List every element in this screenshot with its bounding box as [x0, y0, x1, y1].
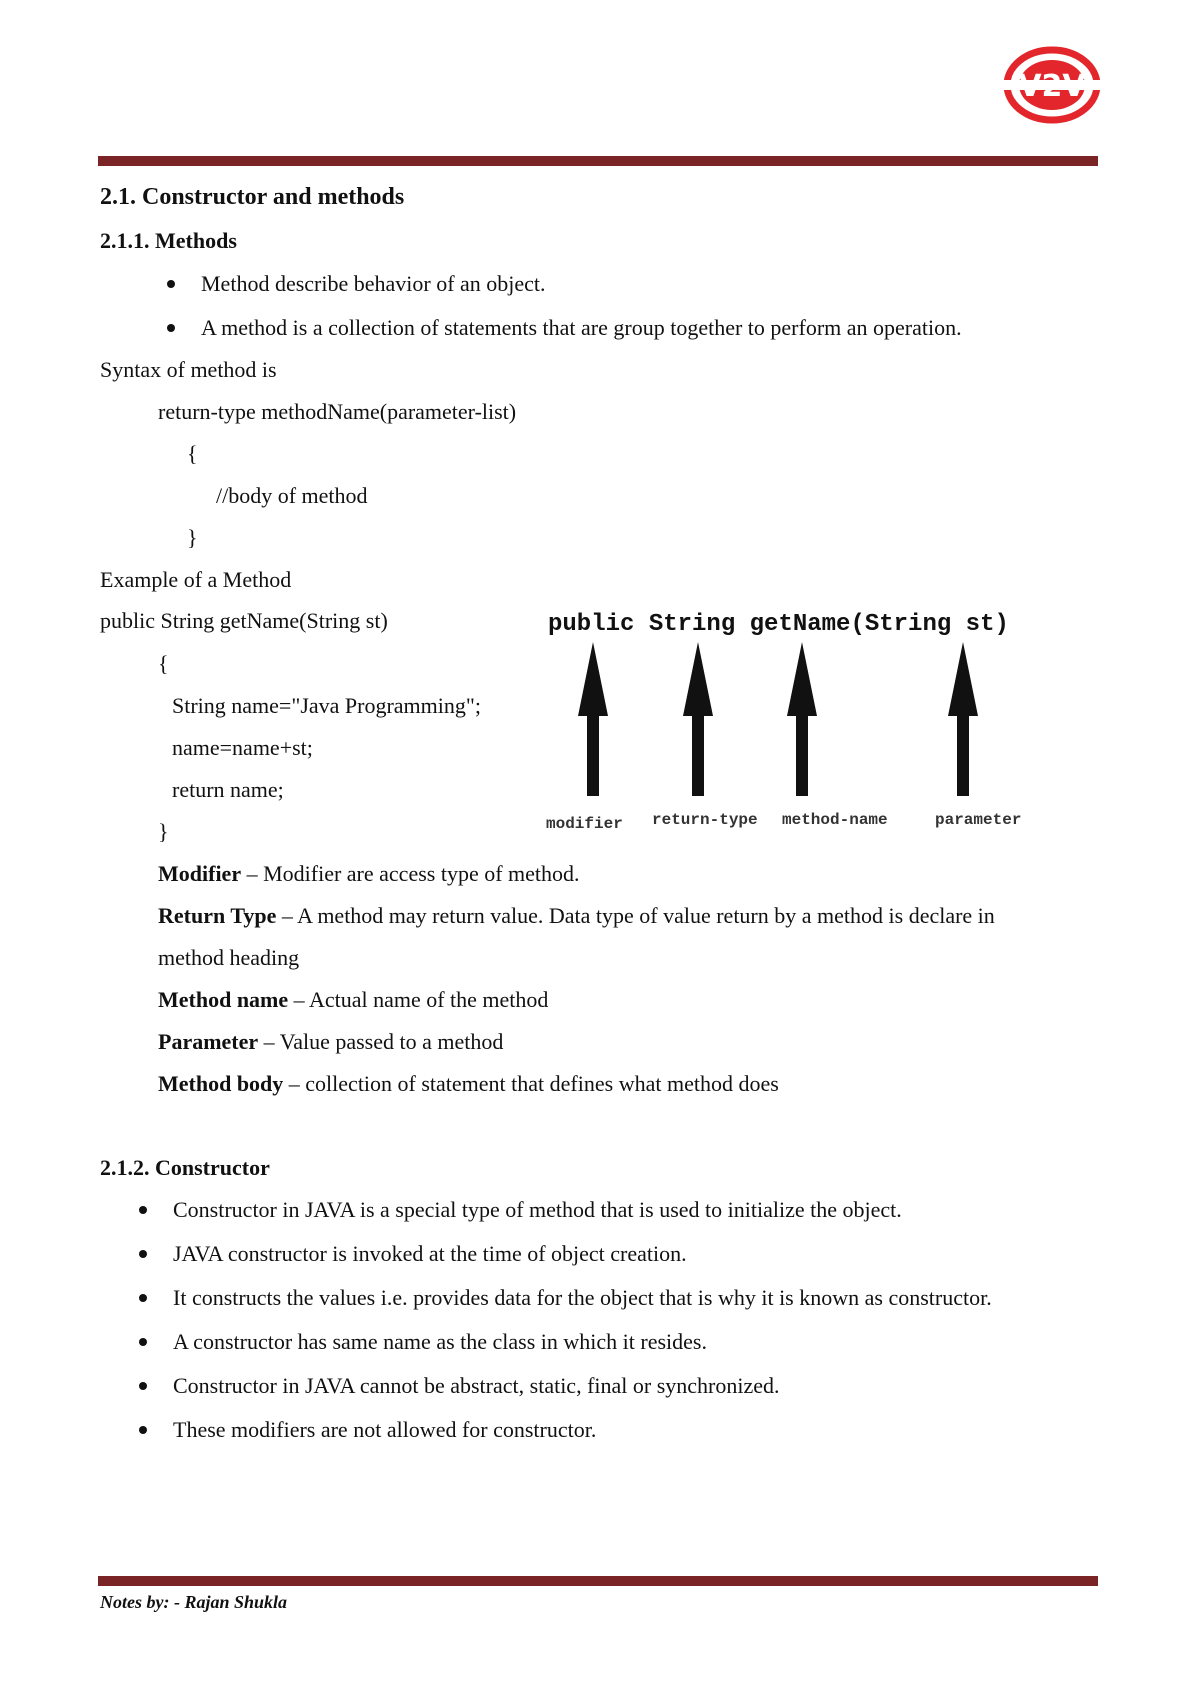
diagram-label-modifier: modifier	[546, 815, 623, 833]
method-signature-diagram	[540, 606, 1040, 846]
definition-continuation: method heading	[158, 945, 300, 970]
definition-parameter	[158, 1029, 503, 1055]
definition-text: – Modifier are access type of method.	[241, 861, 580, 886]
v2v-logo	[1003, 46, 1101, 124]
diagram-signature: public String getName(String st)	[548, 611, 1009, 638]
methods-bullet-1: Method describe behavior of an object.	[201, 271, 546, 296]
constructor-bullet-2: JAVA constructor is invoked at the time of object creation.	[173, 1241, 687, 1266]
constructor-heading: 2.1.2. Constructor	[100, 1155, 270, 1180]
parameter-arrow	[948, 642, 978, 796]
footer-rule	[98, 1576, 1098, 1586]
syntax-line: }	[187, 525, 198, 550]
bullet-dot	[139, 1294, 147, 1302]
definition-term: Parameter	[158, 1029, 259, 1054]
header-rule	[98, 156, 1098, 166]
bullet-dot	[139, 1426, 147, 1434]
definition-modifier	[158, 861, 580, 887]
example-line: {	[158, 651, 169, 676]
method-name-arrow	[787, 642, 817, 796]
definition-method-body	[158, 1071, 779, 1097]
constructor-bullet-5: Constructor in JAVA cannot be abstract, static, final or synchronized.	[173, 1373, 780, 1398]
example-line: return name;	[172, 777, 284, 802]
definition-text: – Actual name of the method	[288, 987, 549, 1012]
example-line: public String getName(String st)	[100, 608, 388, 633]
example-intro: Example of a Method	[100, 567, 292, 592]
definition-return-type	[158, 903, 995, 929]
diagram-label-return-type: return-type	[652, 811, 758, 829]
bullet-dot	[139, 1382, 147, 1390]
bullet-dot	[167, 280, 175, 288]
syntax-line: //body of method	[216, 483, 368, 508]
example-line: String name="Java Programming";	[172, 693, 481, 718]
definition-text: – collection of statement that defines what method does	[283, 1071, 779, 1096]
example-line: }	[158, 819, 169, 844]
definition-term: Return Type	[158, 903, 277, 928]
definition-term: Method name	[158, 987, 289, 1012]
bullet-dot	[167, 324, 175, 332]
bullet-dot	[139, 1250, 147, 1258]
definition-method-name	[158, 987, 548, 1013]
constructor-bullet-1: Constructor in JAVA is a special type of method that is used to initialize the object.	[173, 1197, 902, 1222]
methods-heading: 2.1.1. Methods	[100, 228, 237, 253]
diagram-label-parameter: parameter	[935, 811, 1022, 829]
definition-text: – A method may return value. Data type of value return by a method is declare in	[276, 903, 995, 928]
section-title: 2.1. Constructor and methods	[100, 184, 405, 210]
definition-text: – Value passed to a method	[258, 1029, 504, 1054]
syntax-intro: Syntax of method is	[100, 357, 277, 382]
return-type-arrow	[683, 642, 713, 796]
constructor-bullet-6: These modifiers are not allowed for constructor.	[173, 1417, 597, 1442]
methods-bullet-2: A method is a collection of statements that are group together to perform an operation.	[201, 315, 962, 340]
definition-term: Modifier	[158, 861, 242, 886]
diagram-label-method-name: method-name	[782, 811, 888, 829]
bullet-dot	[139, 1206, 147, 1214]
logo-text: V2V	[1018, 69, 1086, 104]
footer-credit: Notes by: - Rajan Shukla	[100, 1592, 288, 1612]
constructor-bullet-4: A constructor has same name as the class in which it resides.	[173, 1329, 707, 1354]
definition-term: Method body	[158, 1071, 284, 1096]
example-line: name=name+st;	[172, 735, 313, 760]
constructor-bullet-3: It constructs the values i.e. provides data for the object that is why it is known as constructor.	[173, 1285, 992, 1310]
syntax-line: return-type methodName(parameter-list)	[158, 399, 517, 424]
bullet-dot	[139, 1338, 147, 1346]
syntax-line: {	[187, 441, 198, 466]
modifier-arrow	[578, 642, 608, 796]
